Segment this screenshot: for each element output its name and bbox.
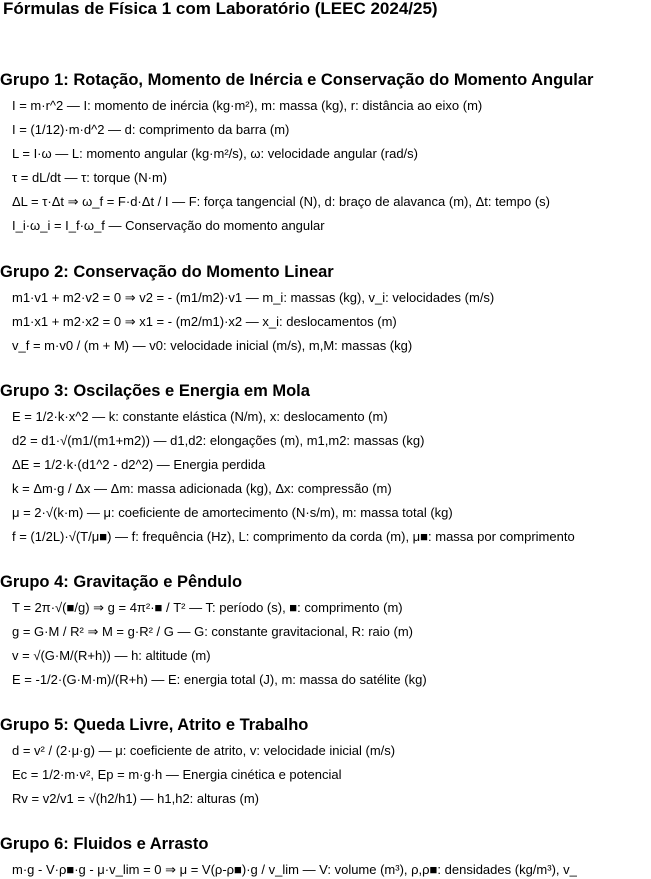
group-6-heading: Grupo 6: Fluidos e Arrasto [0,835,209,853]
formula-line: E = 1/2·k·x^2 — k: constante elástica (N/m), x: deslocamento (m) [12,409,388,424]
formula-line: k = Δm·g / Δx — Δm: massa adicionada (kg), Δx: compressão (m) [12,481,392,496]
formula-line: L = I·ω — L: momento angular (kg·m²/s), ω: velocidade angular (rad/s) [12,146,419,161]
formula-line: E = -1/2·(G·M·m)/(R+h) — E: energia total (J), m: massa do satélite (kg) [12,672,427,687]
formula-line: I = m·r^2 — I: momento de inércia (kg·m²), m: massa (kg), r: distância ao eixo (m) [12,98,483,113]
formula-line: d = v² / (2·μ·g) — μ: coeficiente de atrito, v: velocidade inicial (m/s) [12,743,396,758]
group-2-heading: Grupo 2: Conservação do Momento Linear [0,263,334,281]
formula-line: g = G·M / R² ⇒ M = g·R² / G — G: constante gravitacional, R: raio (m) [12,624,413,639]
formula-line: v_f = m·v0 / (m + M) — v0: velocidade inicial (m/s), m,M: massas (kg) [12,338,413,353]
formula-line: T = 2π·√(■/g) ⇒ g = 4π²·■ / T² — T: período (s), ■: comprimento (m) [12,600,403,615]
group-3-heading: Grupo 3: Oscilações e Energia em Mola [0,382,310,400]
formula-line: m1·x1 + m2·x2 = 0 ⇒ x1 = - (m2/m1)·x2 — x_i: deslocamentos (m) [12,314,397,329]
formula-line: ΔE = 1/2·k·(d1^2 - d2^2) — Energia perdida [12,457,266,472]
formula-line: I_i·ω_i = I_f·ω_f — Conservação do momento angular [12,218,325,233]
formula-line: m·g - V·ρ■·g - μ·v_lim = 0 ⇒ μ = V(ρ-ρ■)·g / v_lim — V: volume (m³), ρ,ρ■: densidades (kg/m³), v_ [12,862,577,877]
group-4-heading: Grupo 4: Gravitação e Pêndulo [0,573,243,591]
formula-line: Rv = v2/v1 = √(h2/h1) — h1,h2: alturas (m) [12,791,260,806]
formula-line: τ = dL/dt — τ: torque (N·m) [12,170,168,185]
formula-line: ΔL = τ·Δt ⇒ ω_f = F·d·Δt / I — F: força tangencial (N), d: braço de alavanca (m), Δt: tempo (s) [12,194,550,209]
formula-line: d2 = d1·√(m1/(m1+m2)) — d1,d2: elongações (m), m1,m2: massas (kg) [12,433,425,448]
formula-line: f = (1/2L)·√(T/μ■) — f: frequência (Hz), L: comprimento da corda (m), μ■: massa por comprimento [12,529,575,544]
formula-line: m1·v1 + m2·v2 = 0 ⇒ v2 = - (m1/m2)·v1 — m_i: massas (kg), v_i: velocidades (m/s) [12,290,495,305]
group-5-heading: Grupo 5: Queda Livre, Atrito e Trabalho [0,716,309,734]
group-1-heading: Grupo 1: Rotação, Momento de Inércia e Conservação do Momento Angular [0,71,594,89]
formula-line: μ = 2·√(k·m) — μ: coeficiente de amortecimento (N·s/m), m: massa total (kg) [12,505,453,520]
formula-line: Ec = 1/2·m·v², Ep = m·g·h — Energia cinética e potencial [12,767,342,782]
formula-line: I = (1/12)·m·d^2 — d: comprimento da barra (m) [12,122,290,137]
formula-line: v = √(G·M/(R+h)) — h: altitude (m) [12,648,211,663]
page-title: Fórmulas de Física 1 com Laboratório (LEEC 2024/25) [3,0,438,18]
